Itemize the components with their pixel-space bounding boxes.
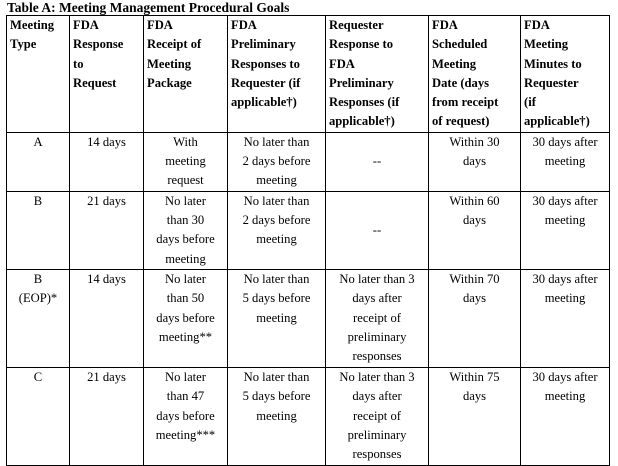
header-fda-meeting-minutes: FDA Meeting Minutes to Requester (if applicable†) <box>521 16 610 133</box>
table-row <box>7 367 610 465</box>
header-fda-receipt-of-package: FDA Receipt of Meeting Package <box>144 16 228 133</box>
cell-response-to-request: 14 days <box>70 269 144 367</box>
cell-meeting-minutes: 30 days after meeting <box>521 132 610 191</box>
cell-requester-response: No later than 3 days after receipt of preliminary responses <box>326 367 429 465</box>
cell-requester-response: -- <box>326 191 429 269</box>
header-row <box>7 16 610 133</box>
cell-receipt-of-package: With meeting request <box>144 132 228 191</box>
cell-meeting-type: B <box>7 191 70 269</box>
cell-meeting-minutes: 30 days after meeting <box>521 191 610 269</box>
header-fda-response-to-request: FDA Response to Request <box>70 16 144 133</box>
header-requester-response: Requester Response to FDA Preliminary Responses (if applicable†) <box>326 16 429 133</box>
cell-meeting-type: C <box>7 367 70 465</box>
meeting-goals-table <box>6 15 610 466</box>
cell-response-to-request: 14 days <box>70 132 144 191</box>
cell-preliminary-responses: No later than 5 days before meeting <box>228 367 326 465</box>
cell-receipt-of-package: No later than 50 days before meeting** <box>144 269 228 367</box>
cell-scheduled-meeting-date: Within 70 days <box>429 269 521 367</box>
cell-requester-response: -- <box>326 132 429 191</box>
cell-scheduled-meeting-date: Within 60 days <box>429 191 521 269</box>
cell-meeting-minutes: 30 days after meeting <box>521 367 610 465</box>
cell-receipt-of-package: No later than 47 days before meeting*** <box>144 367 228 465</box>
cell-meeting-type: A <box>7 132 70 191</box>
table-row <box>7 269 610 367</box>
table-row <box>7 191 610 269</box>
header-fda-scheduled-meeting-date: FDA Scheduled Meeting Date (days from receipt of request) <box>429 16 521 133</box>
cell-response-to-request: 21 days <box>70 191 144 269</box>
cell-preliminary-responses: No later than 2 days before meeting <box>228 191 326 269</box>
header-meeting-type: Meeting Type <box>7 16 70 133</box>
cell-receipt-of-package: No later than 30 days before meeting <box>144 191 228 269</box>
cell-response-to-request: 21 days <box>70 367 144 465</box>
table-caption: Table A: Meeting Management Procedural Goals <box>7 0 290 15</box>
header-fda-preliminary-responses: FDA Preliminary Responses to Requester (if applicable†) <box>228 16 326 133</box>
cell-preliminary-responses: No later than 2 days before meeting <box>228 132 326 191</box>
cell-requester-response: No later than 3 days after receipt of preliminary responses <box>326 269 429 367</box>
cell-meeting-minutes: 30 days after meeting <box>521 269 610 367</box>
cell-scheduled-meeting-date: Within 30 days <box>429 132 521 191</box>
table-row <box>7 132 610 191</box>
cell-meeting-type: B (EOP)* <box>7 269 70 367</box>
cell-preliminary-responses: No later than 5 days before meeting <box>228 269 326 367</box>
cell-scheduled-meeting-date: Within 75 days <box>429 367 521 465</box>
